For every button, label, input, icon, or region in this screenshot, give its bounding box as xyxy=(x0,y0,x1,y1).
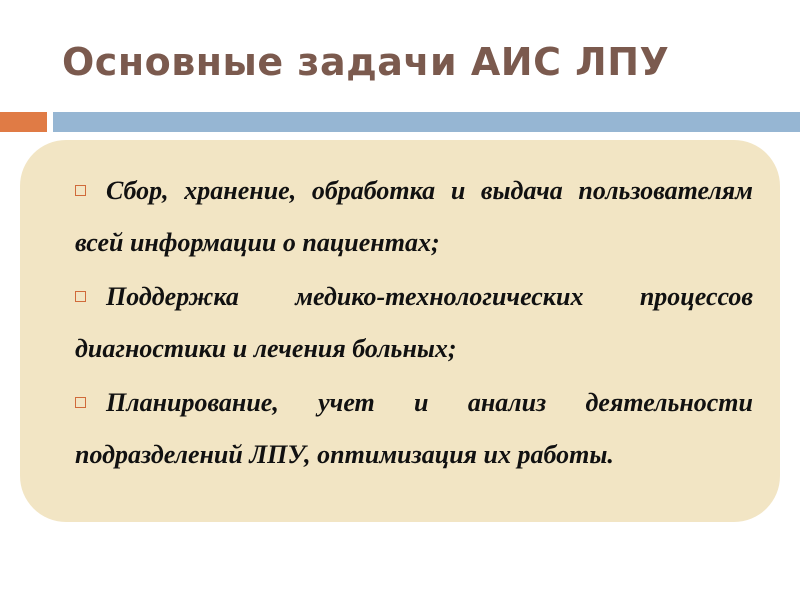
bullet-text: Планирование, учет и анализ деятельности подразделений ЛПУ, оптимизация их работы. xyxy=(75,388,753,469)
square-bullet-icon xyxy=(75,185,86,196)
slide-title: Основные задачи АИС ЛПУ xyxy=(62,40,670,84)
bullet-text: Поддержка медико-технологических процессов диагностики и лечения больных; xyxy=(75,282,753,363)
bullet-list xyxy=(75,165,753,483)
bullet-item xyxy=(75,165,753,269)
accent-bar-orange xyxy=(0,112,47,132)
square-bullet-icon xyxy=(75,397,86,408)
bullet-item xyxy=(75,377,753,481)
accent-bar-blue xyxy=(53,112,800,132)
bullet-item xyxy=(75,271,753,375)
bullet-text: Сбор, хранение, обработка и выдача пользователям всей информации о пациентах; xyxy=(75,176,753,257)
square-bullet-icon xyxy=(75,291,86,302)
